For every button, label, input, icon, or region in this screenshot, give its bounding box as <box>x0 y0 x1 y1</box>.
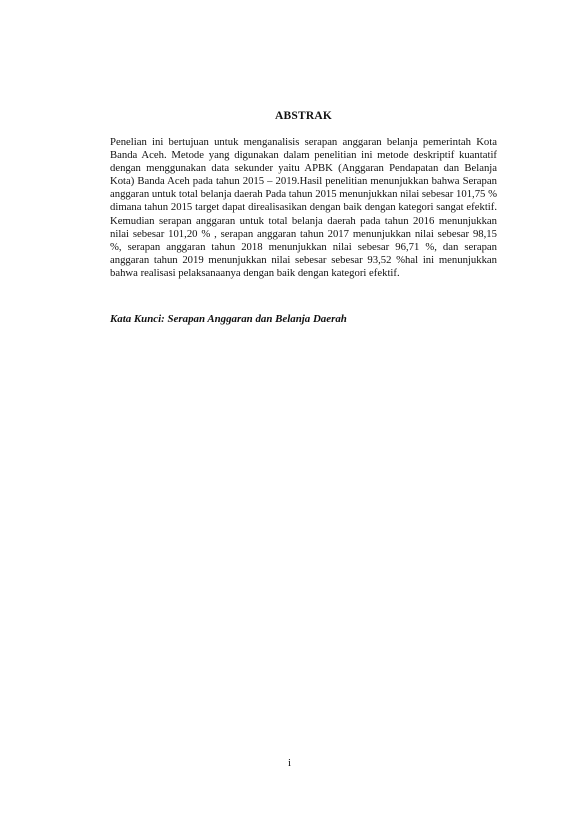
abstract-heading: ABSTRAK <box>275 110 332 122</box>
page-number: i <box>287 757 292 769</box>
abstract-body: Penelian ini bertujuan untuk menganalisis serapan anggaran belanja pemerintah Kota Banda Aceh. Metode yang digunakan dalam penelitian ini metode deskriptif kuantatif dengan menggunakan data sekunder yaitu APBK (Anggaran Pendapatan dan Belanja Kota) Banda Aceh pada tahun 2015 – 2019.Hasil penelitian menunjukkan bahwa Serapan anggaran untuk total belanja daerah Pada tahun 2015 menunjukkan nilai sebesar 101,75 % dimana tahun 2015 target dapat direalisasikan dengan baik dengan kategori sangat efektif. Kemudian serapan anggaran untuk total belanja daerah pada tahun 2016 menunjukkan nilai sebesar 101,20 % , serapan anggaran tahun 2017 menunjukkan nilai sebesar 98,15 %, serapan anggaran tahun 2018 menunjukkan nilai sebesar 96,71 %, dan serapan anggaran tahun 2019 menunjukkan nilai sebesar sebesar 93,52 %hal ini menunjukkan bahwa realisasi pelaksanaanya dengan baik dengan kategori efektif. <box>110 136 497 279</box>
keywords-line: Kata Kunci: Serapan Anggaran dan Belanja Daerah <box>110 313 347 325</box>
